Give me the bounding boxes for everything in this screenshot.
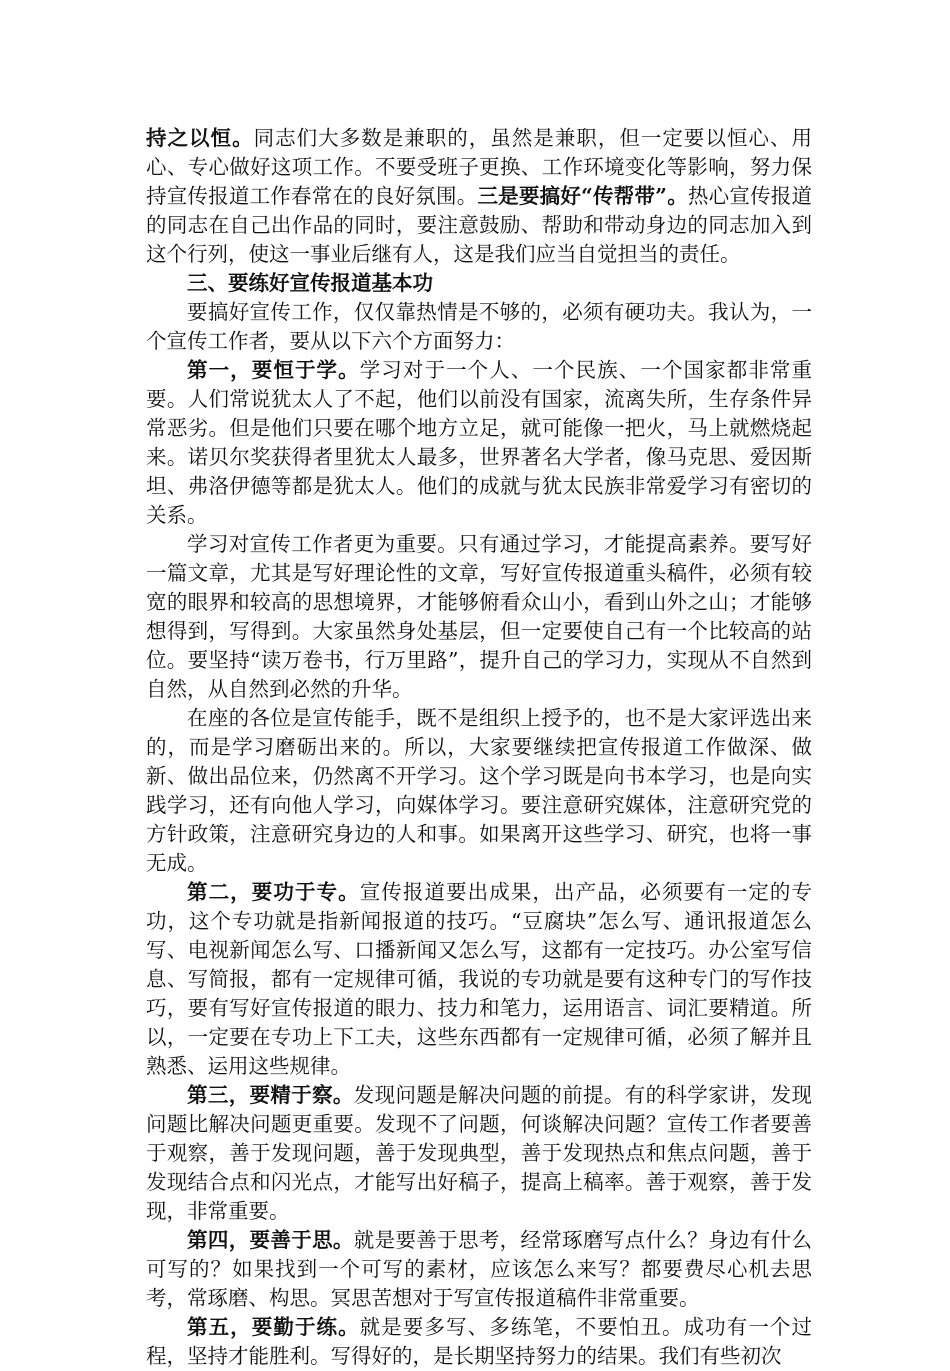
paragraph-4 (146, 704, 812, 878)
body-text: 在座的各位是宣传能手，既不是组织上授予的，也不是大家评选出来的，而是学习磨砺出来的。所以，大家要继续把宣传报道工作做深、做新、做出品位来，仍然离不开学习。这个学习既是向书本学习，也是向实践学习，还有向他人学习，向媒体学习。要注意研究媒体，注意研究党的方针政策，注意研究身边的人和事。如果离开这些学习、研究，也将一事无成。 (146, 706, 812, 875)
paragraph-5 (146, 878, 812, 1081)
body-text: 学习对于一个人、一个民族、一个国家都非常重要。人们常说犹太人了不起，他们以前没有国家，流离失所，生存条件异常恶劣。但是他们只要在哪个地方立足，就可能像一把火，马上就燃烧起来。诺贝尔奖获得者里犹太人最多，世界著名大学者，像马克思、爱因斯坦、弗洛伊德等都是犹太人。他们的成就与犹太民族非常爱学习有密切的关系。 (146, 358, 813, 527)
body-text: 就是要多写、多练笔，不要怕丑。成功有一个过程，坚持才能胜利。写得好的，是长期坚持努力的结果。我们有些初次 (146, 1315, 813, 1368)
body-text: 宣传报道要出成果，出产品，必须要有一定的专功，这个专功就是指新闻报道的技巧。“豆腐块”怎么写、通讯报道怎么写、电视新闻怎么写、口播新闻又怎么写，这都有一定技巧。办公室写信息、写简报，都有一定规律可循，我说的专功就是要有这种专门的写作技巧，要有写好宣传报道的眼力、技力和笔力，运用语言、词汇要精道。所以，一定要在专功上下工夫，这些东西都有一定规律可循，必须了解并且熟悉、运用这些规律。 (146, 880, 813, 1078)
bold-phrase: 持之以恒。 (146, 126, 254, 150)
bold-phrase: 第二，要功于专。 (187, 880, 360, 904)
paragraph-7 (146, 1226, 812, 1313)
paragraph-1 (146, 298, 812, 356)
bold-phrase: 第三，要精于察。 (187, 1083, 354, 1107)
body-text: 学习对宣传工作者更为重要。只有通过学习，才能提高素养。要写好一篇文章，尤其是写好理论性的文章，写好宣传报道重头稿件，必须有较宽的眼界和较高的思想境界，才能够俯看众山小，看到山外之山；才能够想得到，写得到。大家虽然身处基层，但一定要使自己有一个比较高的站位。要坚持“读万卷书，行万里路”，提升自己的学习力，实现从不自然到自然，从自然到必然的升华。 (146, 532, 812, 701)
body-text: 同志们大多数是兼职的，虽然是兼职，但一定要以恒心、用心、专心做好这项工作。不要受班子更换、工作环境变化等影响，努力保持宣传报道工作春常在的良好氛围。 (146, 126, 813, 208)
paragraph-3 (146, 530, 812, 704)
body-text: 发现问题是解决问题的前提。有的科学家讲，发现问题比解决问题更重要。发现不了问题，何谈解决问题？宣传工作者要善于观察，善于发现问题，善于发现典型，善于发现热点和焦点问题，善于发现结合点和闪光点，才能写出好稿子，提高上稿率。善于观察，善于发现，非常重要。 (146, 1083, 813, 1223)
paragraph-6 (146, 1081, 812, 1226)
body-text: 热心宣传报道的同志在自己出作品的同时，要注意鼓励、帮助和带动身边的同志加入到这个行列，使这一事业后继有人，这是我们应当自觉担当的责任。 (146, 184, 813, 266)
paragraph-0 (146, 124, 812, 269)
bold-phrase: 第五，要勤于练。 (187, 1315, 360, 1339)
bold-phrase: 第一，要恒于学。 (187, 358, 360, 382)
body-text: 就是要善于思考，经常琢磨写点什么？身边有什么可写的？如果找到一个可写的素材，应该怎么来写？都要费尽心机去思考，常琢磨、构思。冥思苦想对于写宣传报道稿件非常重要。 (146, 1228, 813, 1310)
section-heading (146, 269, 812, 298)
document-page (146, 124, 812, 1371)
bold-phrase: 第四，要善于思。 (187, 1228, 354, 1252)
body-text: 要搞好宣传工作，仅仅靠热情是不够的，必须有硬功夫。我认为，一个宣传工作者，要从以下六个方面努力： (146, 300, 812, 353)
paragraph-8 (146, 1313, 812, 1371)
paragraph-2 (146, 356, 812, 530)
bold-phrase: 三是要搞好“传帮带”。 (477, 184, 688, 208)
section-heading-text: 三、要练好宣传报道基本功 (187, 271, 433, 295)
